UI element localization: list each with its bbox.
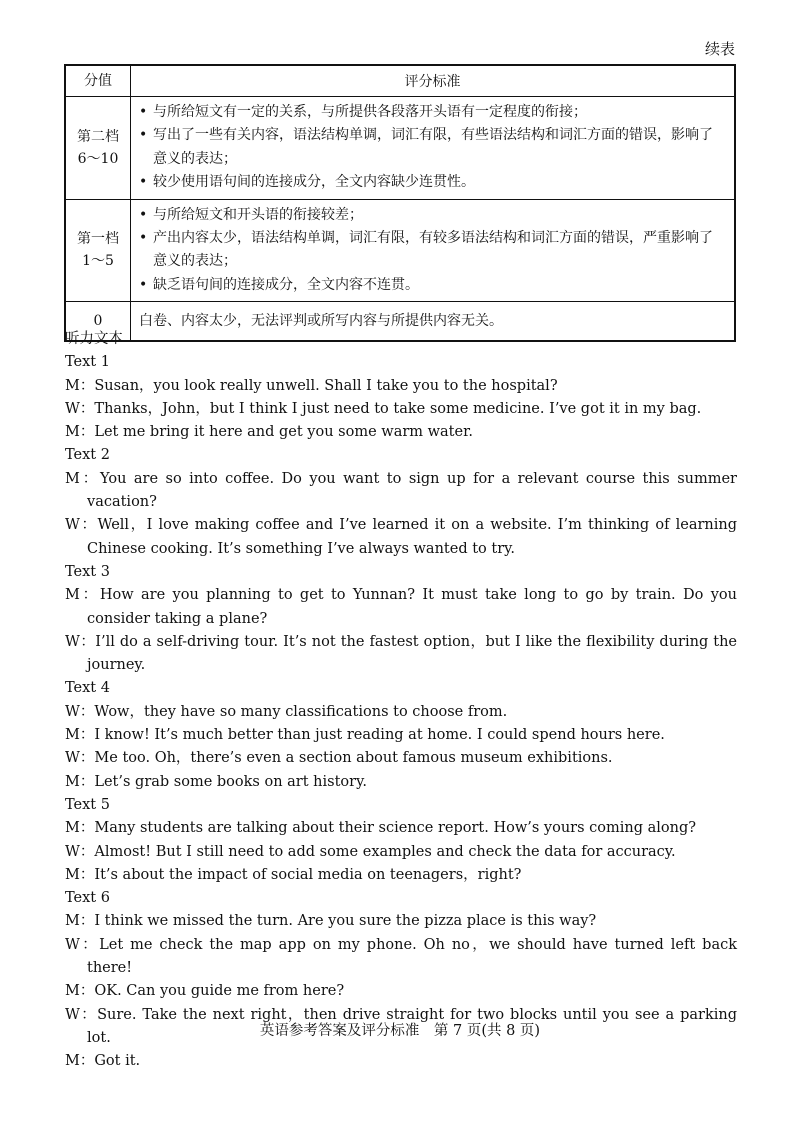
dialogue-line: M：OK. Can you guide me from here? <box>65 983 345 1000</box>
text-label: Text 6 <box>65 890 110 907</box>
dialogue-line: M：You are so into coffee. Do you want to sign up for a relevant course this summer vacation? <box>65 470 737 511</box>
text-label: Text 5 <box>65 796 110 813</box>
tier-name: 第一档 <box>77 231 119 248</box>
dialogue-line: M：I think we missed the turn. Are you sure the pizza place is this way? <box>65 913 597 930</box>
bullet-icon: • <box>139 206 148 223</box>
table-row <box>65 199 735 302</box>
zero-score-cell: 0 <box>65 302 131 342</box>
bullet-icon: • <box>139 104 148 120</box>
scoring-table <box>64 64 736 342</box>
dialogue-line: M：Susan，you look really unwell. Shall I take you to the hospital? <box>65 377 558 394</box>
bullet-icon: • <box>139 230 148 247</box>
tier-range: 6～10 <box>77 150 119 167</box>
dialogue-line: W：Let me check the map app on my phone. Oh no，we should have turned left back there! <box>65 936 737 977</box>
tier-cell <box>65 97 131 200</box>
continued-label: 续表 <box>704 40 735 58</box>
score-header: 分值 <box>65 65 131 97</box>
dialogue-line: M：Got it. <box>65 1053 141 1070</box>
bullet-icon: • <box>139 174 148 191</box>
dialogue-line: W：Well，I love making coffee and I’ve learned it on a website. I’m thinking of learning Chinese cooking. It’s something I’ve always wanted to try. <box>65 517 737 557</box>
text-label: Text 1 <box>65 354 110 371</box>
criteria-cell <box>131 199 736 302</box>
criteria-item: • 与所给短文和开头语的衔接较差； <box>139 204 726 227</box>
criteria-cell <box>131 97 736 200</box>
zero-criteria-cell: 白卷、内容太少，无法评判或所写内容与所提供内容无关。 <box>131 302 736 342</box>
text-label: Text 3 <box>65 563 110 580</box>
dialogue-line: W：Wow，they have so many classifications to choose from. <box>65 703 508 720</box>
criteria-item: • 缺乏语句间的连接成分，全文内容不连贯。 <box>139 274 726 297</box>
criteria-header: 评分标准 <box>131 65 736 97</box>
criteria-item: • 与所给短文有一定的关系，与所提供各段落开头语有一定程度的衔接； <box>139 101 726 124</box>
dialogue-line: M：It’s about the impact of social media on teenagers，right? <box>65 866 522 883</box>
section-title: 听力文本 <box>65 331 123 347</box>
listening-transcript <box>65 328 737 1074</box>
tier-name: 第二档 <box>77 128 119 145</box>
table-row <box>65 97 735 200</box>
tier-cell <box>65 199 131 302</box>
page-footer: 英语参考答案及评分标准 第 7 页(共 8 页) <box>259 1023 541 1039</box>
text-label: Text 2 <box>65 447 110 464</box>
tier-range: 1～5 <box>82 253 114 270</box>
dialogue-line: W：Me too. Oh，there’s even a section about famous museum exhibitions. <box>65 750 613 767</box>
bullet-icon: • <box>139 127 148 144</box>
dialogue-line: W：I’ll do a self-driving tour. It’s not the fastest option，but I like the flexibility during the journey. <box>65 633 737 674</box>
criteria-item: • 较少使用语句间的连接成分，全文内容缺少连贯性。 <box>139 171 726 194</box>
text-label: Text 4 <box>65 680 110 697</box>
dialogue-line: W：Thanks，John，but I think I just need to take some medicine. I’ve got it in my bag. <box>65 400 702 417</box>
bullet-icon: • <box>139 276 148 293</box>
dialogue-line: M：How are you planning to get to Yunnan? It must take long to go by train. Do you consider taking a plane? <box>65 587 737 627</box>
table-header-row <box>65 65 735 97</box>
dialogue-line: M：Let’s grab some books on art history. <box>65 773 367 790</box>
dialogue-line: M：Many students are talking about their science report. How’s yours coming along? <box>65 820 697 837</box>
dialogue-line: W：Sure. Take the next right，then drive straight for two blocks until you see a parking lot. <box>65 1006 737 1046</box>
criteria-item: • 写出了一些有关内容，语法结构单调，词汇有限，有些语法结构和词汇方面的错误，影响了意义的表达； <box>139 124 726 171</box>
dialogue-line: M：I know! It’s much better than just reading at home. I could spend hours here. <box>65 727 665 744</box>
criteria-item: • 产出内容太少，语法结构单调，词汇有限，有较多语法结构和词汇方面的错误，严重影响了意义的表达； <box>139 227 726 274</box>
dialogue-line: M：Let me bring it here and get you some warm water. <box>65 424 474 441</box>
dialogue-line: W：Almost! But I still need to add some examples and check the data for accuracy. <box>65 843 676 860</box>
